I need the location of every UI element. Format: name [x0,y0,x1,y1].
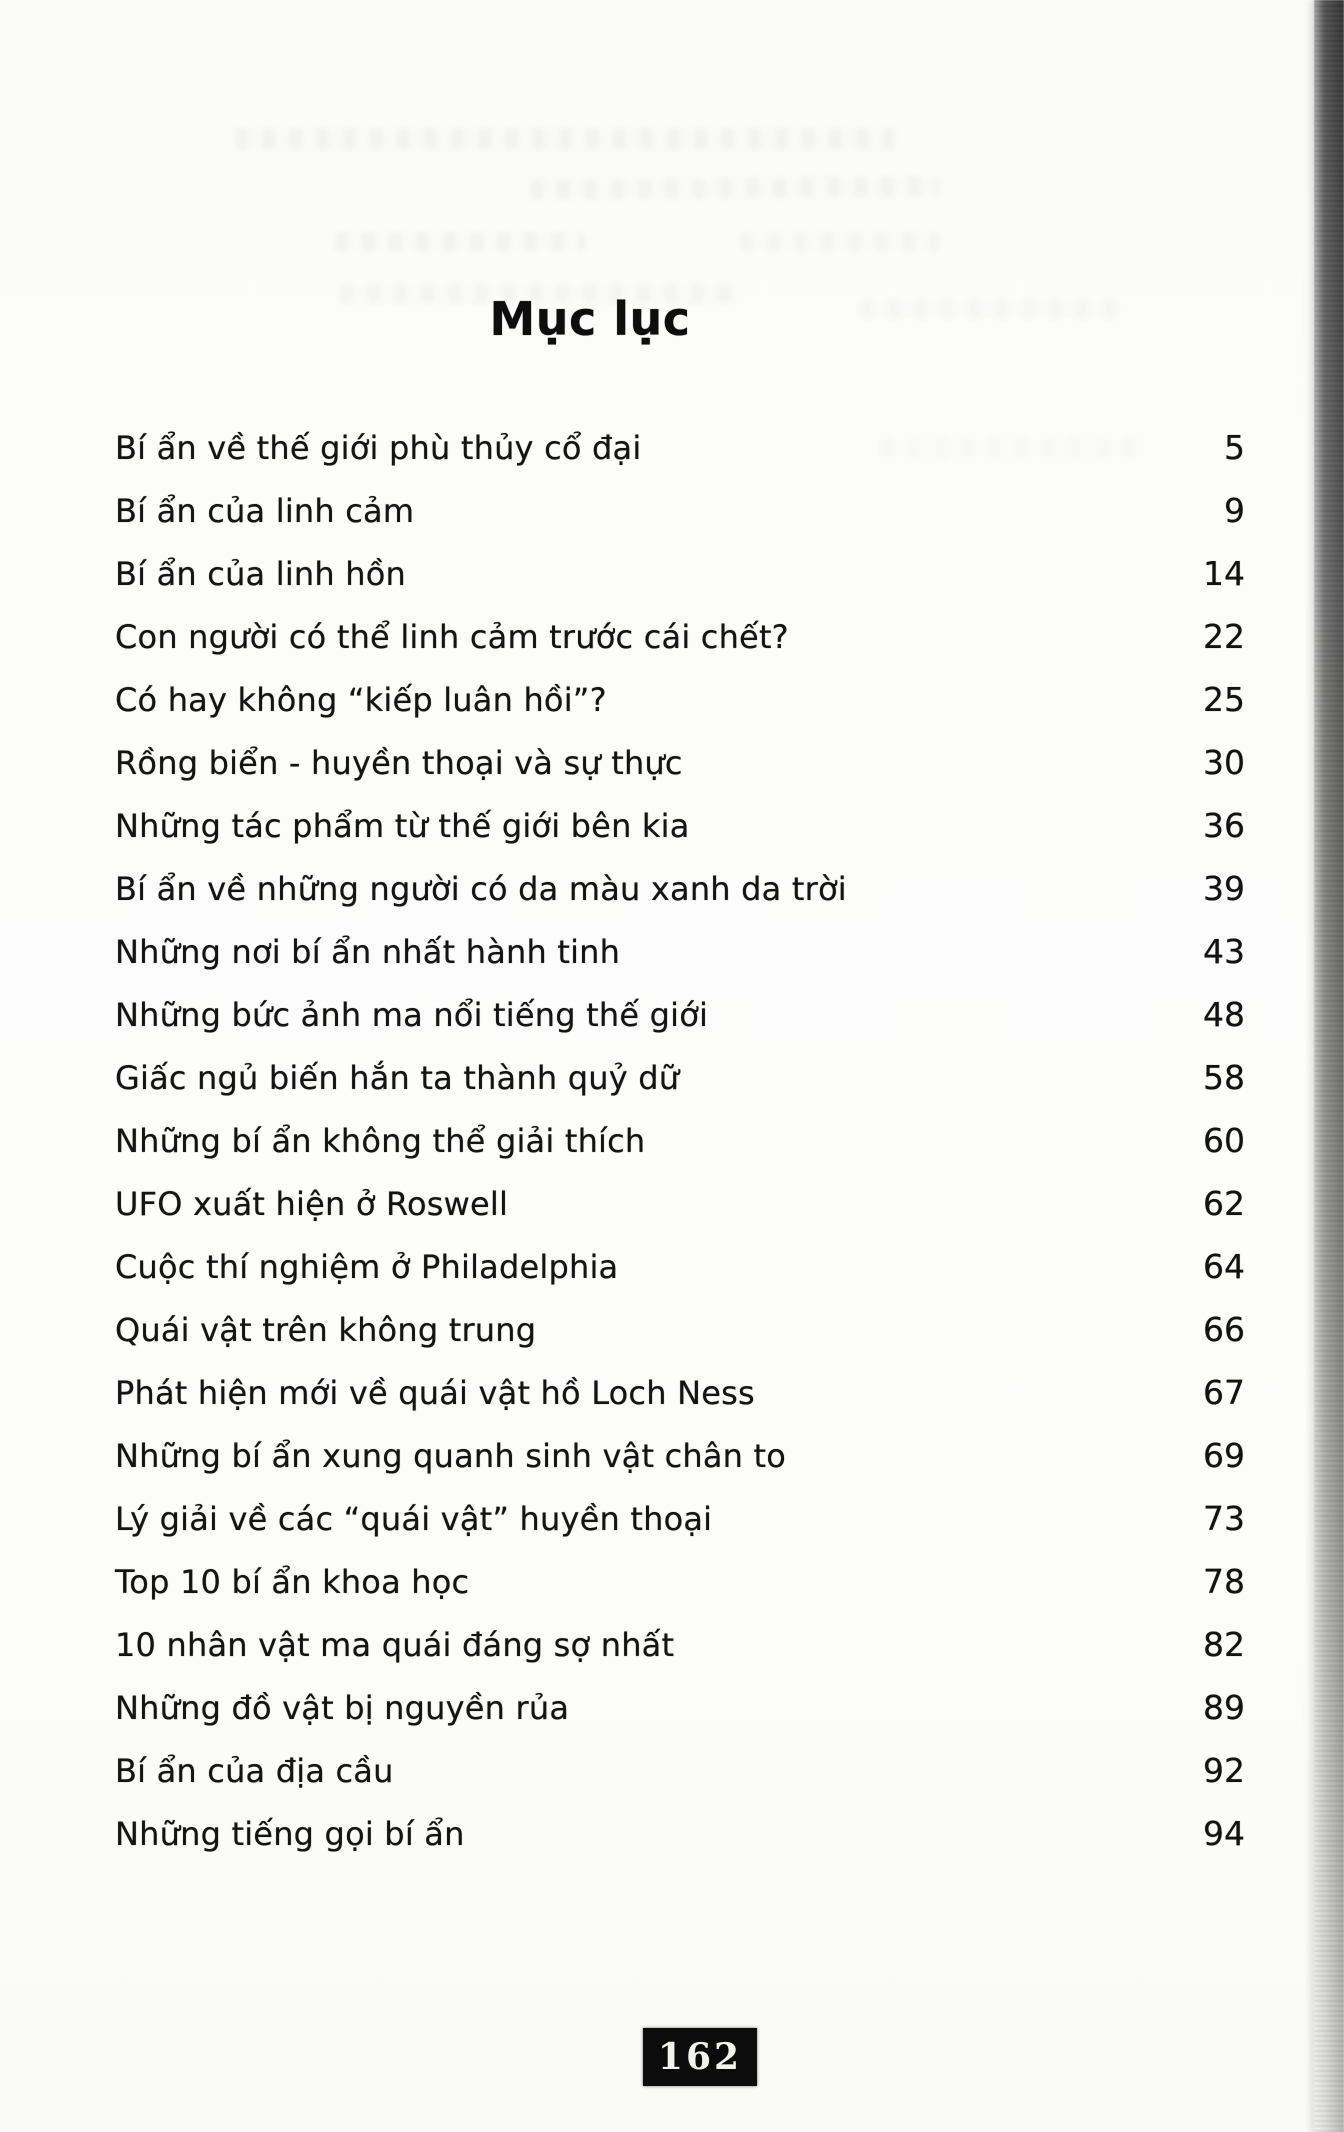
toc-entry-title: Cuộc thí nghiệm ở Philadelphia [115,1248,619,1286]
toc-entry-title: Quái vật trên không trung [115,1311,537,1349]
toc-entry-page: 39 [1203,869,1245,908]
toc-entry [115,869,1245,932]
bleedthrough-artifact [860,300,1120,318]
toc-entry-page: 36 [1203,806,1245,845]
bleedthrough-artifact [740,232,940,251]
toc-entry-page: 67 [1203,1373,1245,1412]
toc-entry-page: 78 [1203,1562,1245,1601]
toc-entry-title: Những tác phẩm từ thế giới bên kia [115,807,690,845]
page-number-badge [643,2028,757,2086]
toc-entry-title: UFO xuất hiện ở Roswell [115,1185,509,1223]
toc-entry-page: 66 [1203,1310,1245,1349]
toc-entry-title: Những bí ẩn không thể giải thích [115,1122,646,1160]
toc-entry-title: Những bí ẩn xung quanh sinh vật chân to [115,1437,787,1475]
toc-entry [115,995,1245,1058]
toc-entry-title: Những tiếng gọi bí ẩn [115,1815,465,1853]
toc-entry [115,1310,1245,1373]
toc-entry [115,491,1245,554]
toc-list [115,428,1245,1877]
toc-entry-title: Có hay không “kiếp luân hồi”? [115,681,607,719]
toc-entry [115,1625,1245,1688]
toc-entry [115,1373,1245,1436]
page-title: Mục lục [489,292,691,346]
toc-entry-title: Bí ẩn về thế giới phù thủy cổ đại [115,429,642,467]
toc-entry-title: Lý giải về các “quái vật” huyền thoại [115,1500,713,1538]
toc-entry-title: Bí ẩn của địa cầu [115,1752,394,1790]
toc-entry-page: 64 [1203,1247,1245,1286]
page-number: 162 [657,2036,743,2078]
toc-entry-title: Con người có thể linh cảm trước cái chết? [115,618,789,656]
toc-entry [115,1751,1245,1814]
toc-entry [115,617,1245,680]
toc-entry [115,1814,1245,1877]
toc-entry [115,428,1245,491]
toc-entry-page: 25 [1203,680,1245,719]
toc-entry-page: 22 [1203,617,1245,656]
toc-entry-page: 89 [1203,1688,1245,1727]
toc-entry-page: 82 [1203,1625,1245,1664]
toc-entry-page: 62 [1203,1184,1245,1223]
toc-entry-title: Những bức ảnh ma nổi tiếng thế giới [115,996,709,1034]
toc-entry [115,1499,1245,1562]
toc-entry-page: 30 [1203,743,1245,782]
toc-entry-title: Bí ẩn về những người có da màu xanh da trời [115,870,847,908]
toc-entry-page: 5 [1224,428,1245,467]
toc-entry [115,1688,1245,1751]
toc-entry-page: 14 [1203,554,1245,593]
toc-entry-page: 58 [1203,1058,1245,1097]
toc-entry [115,1184,1245,1247]
toc-entry-page: 94 [1203,1814,1245,1853]
toc-entry-title: 10 nhân vật ma quái đáng sợ nhất [115,1626,675,1664]
toc-entry-page: 60 [1203,1121,1245,1160]
toc-entry-page: 69 [1203,1436,1245,1475]
toc-entry-page: 9 [1224,491,1245,530]
toc-entry-page: 92 [1203,1751,1245,1790]
toc-entry-title: Những nơi bí ẩn nhất hành tinh [115,933,621,971]
toc-entry-page: 73 [1203,1499,1245,1538]
book-edge-strip [1314,0,1344,2132]
bleedthrough-artifact [235,128,895,150]
toc-entry-title: Bí ẩn của linh cảm [115,492,415,530]
toc-entry-title: Giấc ngủ biến hắn ta thành quỷ dữ [115,1059,680,1097]
toc-entry [115,1247,1245,1310]
bleedthrough-artifact [530,177,940,200]
toc-entry [115,1121,1245,1184]
toc-entry [115,1058,1245,1121]
toc-entry [115,743,1245,806]
bleedthrough-artifact [335,232,585,251]
toc-entry-title: Phát hiện mới về quái vật hồ Loch Ness [115,1374,755,1412]
toc-entry-page: 43 [1203,932,1245,971]
toc-entry [115,680,1245,743]
toc-entry [115,932,1245,995]
toc-entry [115,1562,1245,1625]
toc-entry-title: Những đồ vật bị nguyền rủa [115,1689,570,1727]
toc-entry [115,554,1245,617]
toc-entry-title: Bí ẩn của linh hồn [115,555,406,593]
toc-entry [115,1436,1245,1499]
toc-entry-title: Rồng biển - huyền thoại và sự thực [115,744,683,782]
toc-entry-title: Top 10 bí ẩn khoa học [115,1563,470,1601]
toc-entry-page: 48 [1203,995,1245,1034]
toc-entry [115,806,1245,869]
